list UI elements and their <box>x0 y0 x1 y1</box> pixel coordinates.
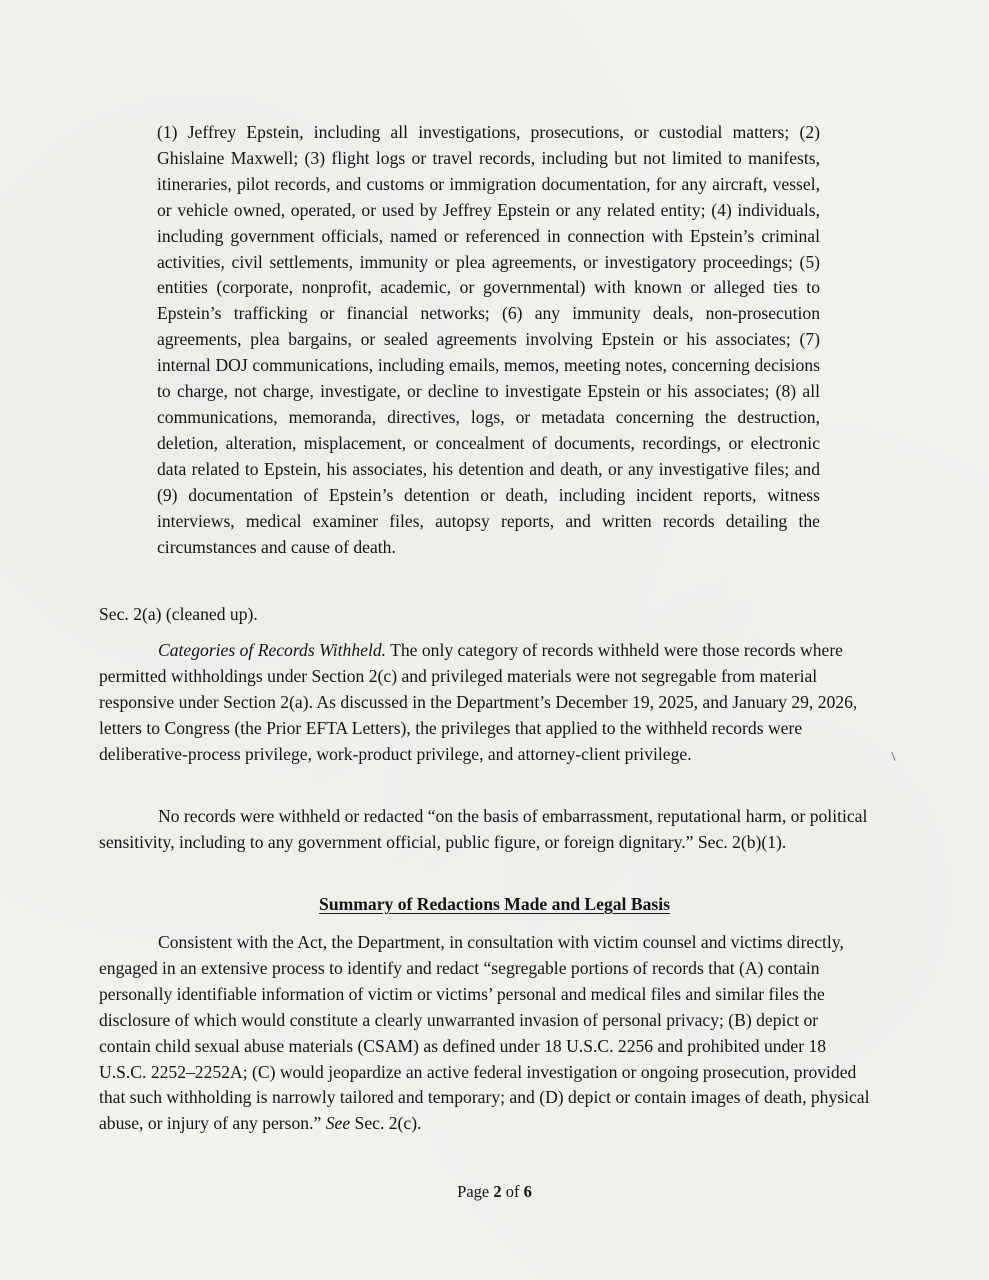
page-footer <box>0 1182 989 1202</box>
paragraph-text: No records were withheld or redacted “on the basis of embarrassment, reputational harm, or political sensitivity, including to any government official, public figure, or foreign dignitary.” Sec. 2(b)(1). <box>99 806 868 852</box>
section-heading: Summary of Redactions Made and Legal Basis <box>319 894 670 914</box>
paragraph-redactions <box>99 930 874 1137</box>
page-number: 2 <box>493 1182 502 1201</box>
page-total: 6 <box>523 1182 532 1201</box>
paragraph-categories-withheld <box>99 638 874 768</box>
of-word: of <box>505 1182 520 1201</box>
paragraph-text: The only category of records withheld were those records where permitted withholdings under Section 2(c) and privileged materials were not segregable from material responsive under Section 2(a). As discussed in the Department’s December 19, 2025, and January 29, 2026, letters to Congress (the Prior EFTA Letters), the privileges that applied to the withheld records were deliberative-process privilege, work-product privilege, and attorney-client privilege. <box>99 640 858 764</box>
citation-text: Sec. 2(a) (cleaned up). <box>99 604 258 624</box>
block-quote-text: (1) Jeffrey Epstein, including all investigations, prosecutions, or custodial matters; (2) Ghislaine Maxwell; (3) flight logs or travel records, including but not limited to manifests, itineraries, pilot records, and customs or immigration documentation, for any aircraft, vessel, or vehicle owned, operated, or used by Jeffrey Epstein or any related entity; (4) individuals, including government officials, named or referenced in connection with Epstein’s criminal activities, civil settlements, immunity or plea agreements, or investigatory proceedings; (5) entities (corporate, nonprofit, academic, or governmental) with known or alleged ties to Epstein’s trafficking or financial networks; (6) any immunity deals, non-prosecution agreements, plea bargains, or sealed agreements involving Epstein or his associates; (7) internal DOJ communications, including emails, memos, meeting notes, concerning decisions to charge, not charge, investigate, or decline to investigate Epstein or his associates; (8) all communications, memoranda, directives, logs, or metadata concerning the destruction, deletion, alteration, misplacement, or concealment of documents, recordings, or electronic data related to Epstein, his associates, his detention and death, or any investigative files; and (9) documentation of Epstein’s detention or death, including incident reports, witness interviews, medical examiner files, autopsy reports, and written records detailing the circumstances and cause of death. <box>157 122 820 557</box>
scan-mark <box>891 752 895 761</box>
citation <box>99 602 874 628</box>
paragraph-lead-italic: Categories of Records Withheld. <box>158 640 387 660</box>
paragraph-text: Consistent with the Act, the Department, in consultation with victim counsel and victims directly, engaged in an extensive process to identify and redact “segregable portions of records that (A) contain personally identifiable information of victim or victims’ personal and medical files and similar files the disclosure of which would constitute a clearly unwarranted invasion of personal privacy; (B) depict or contain child sexual abuse materials (CSAM) as defined under 18 U.S.C. 2256 and prohibited under 18 U.S.C. 2252–2252A; (C) would jeopardize an active federal investigation or ongoing prosecution, provided that such withholding is narrowly tailored and temporary; and (D) depict or contain images of death, physical abuse, or injury of any person.” <box>99 932 870 1134</box>
page-word: Page <box>457 1182 490 1201</box>
block-quote <box>157 120 820 560</box>
see-signal-italic: See <box>325 1113 351 1134</box>
paragraph-no-withholding <box>99 804 874 856</box>
paragraph-tail: Sec. 2(c). <box>350 1113 422 1134</box>
